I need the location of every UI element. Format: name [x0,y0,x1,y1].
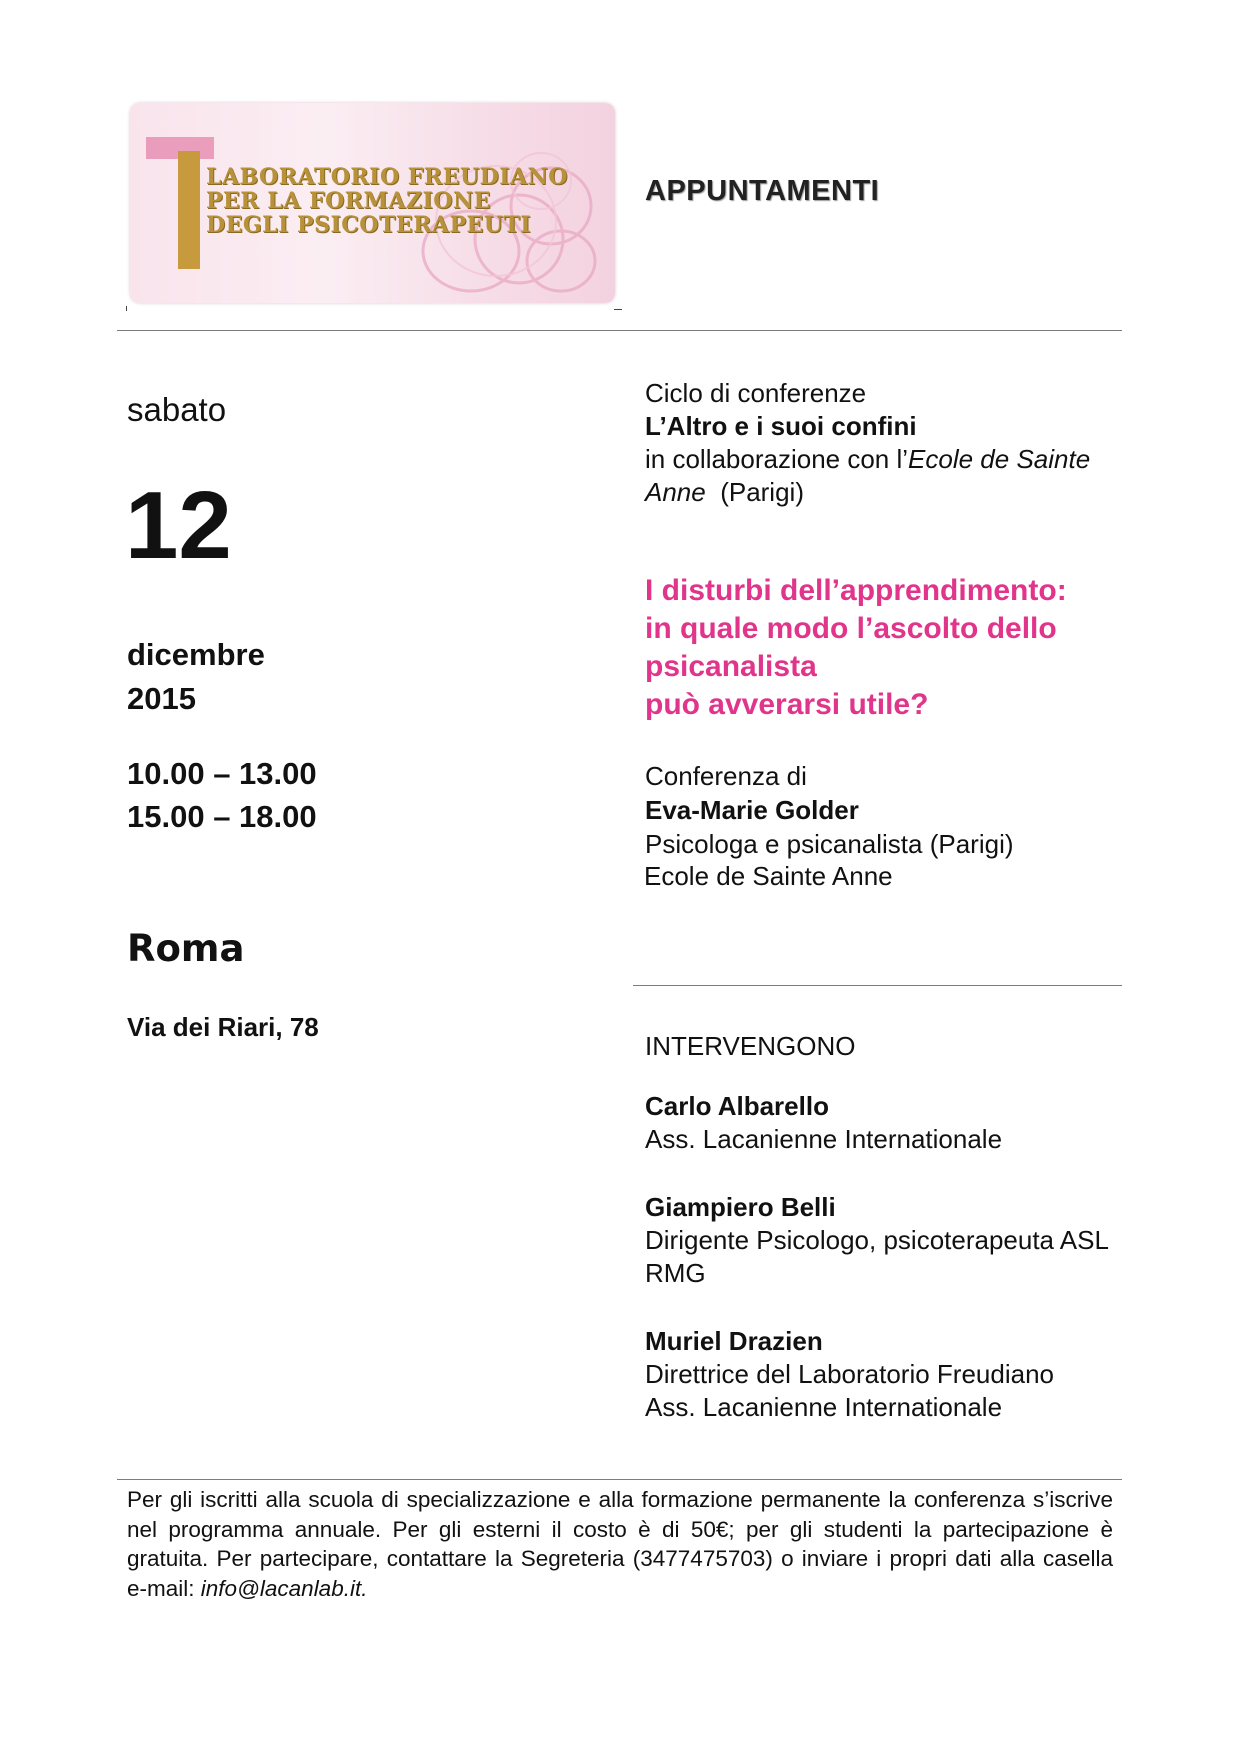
series-collaboration [645,443,1090,476]
divider-tick [126,306,127,311]
logo-gold-bar [178,151,200,269]
event-year: 2015 [127,681,196,716]
topic-line: psicanalista [645,650,817,683]
event-date: 12 [125,472,232,579]
divider-tick [614,309,622,310]
section-title: APPUNTAMENTI [645,175,880,207]
event-city: Roma [127,927,245,970]
footer-note [127,1485,1113,1603]
series-title: L’Altro e i suoi confini [645,411,917,441]
topic-line: I disturbi dell’apprendimento: [645,574,1067,607]
speaker-entry-name: Carlo Albarello [645,1091,829,1121]
series-collaboration-line2 [645,476,804,509]
footer-email-link[interactable]: info@lacanlab.it [200,1575,362,1601]
footer-text: Per gli iscritti alla scuola di specializzazione e alla formazione permanente la conferenza s’iscrive nel programma annuale. Per gli esterni il costo è di 50€; per gli studenti la partecipazione è gratuita. Per partecipare, contattare la Segreteria (3477475703) o inviare i propri dati alla casella e-mail: [127,1487,1113,1601]
series-label: Ciclo di conferenze [645,378,867,408]
speaker-entry-name: Muriel Drazien [645,1326,823,1356]
event-month: dicembre [127,637,265,672]
speaker-entry [645,1325,1054,1424]
speaker-entry-role: Direttrice del Laboratorio Freudiano [645,1359,1054,1389]
speaker-entry [645,1090,1002,1156]
footer-email-suffix: . [361,1575,368,1601]
speaker-entry-role: Dirigente Psicologo, psicoterapeuta ASL [645,1225,1109,1255]
event-address: Via dei Riari, 78 [127,1012,319,1042]
speaker-role: Psicologa e psicanalista (Parigi) [645,829,1014,859]
collab-prefix: in collaborazione con l’ [645,444,909,474]
collab-name: Ecole de Sainte [908,444,1091,474]
speaker-affiliation: Ecole de Sainte Anne [644,861,893,891]
bottom-divider [117,1479,1122,1480]
speaker-label: Conferenza di [645,761,807,791]
speaker-name: Eva-Marie Golder [645,795,859,825]
topic-line: in quale modo l’ascolto dello [645,612,1057,645]
speakers-heading: INTERVENGONO [645,1031,856,1061]
speaker-entry-name: Giampiero Belli [645,1192,836,1222]
speaker-entry-role: Ass. Lacanienne Internationale [645,1124,1003,1154]
speaker-entry-role: RMG [645,1258,706,1288]
top-divider [117,330,1122,331]
event-day: sabato [127,391,227,428]
collab-city: (Parigi) [720,477,804,507]
collab-name-cont: Anne [645,477,706,507]
middle-divider [633,985,1122,986]
speaker-entry [645,1191,1109,1290]
event-time-morning: 10.00 – 13.00 [127,756,317,791]
logo [130,103,615,303]
conference-topic [645,572,1115,724]
speaker-entry-role: Ass. Lacanienne Internationale [645,1392,1003,1422]
topic-line: può avverarsi utile? [645,688,929,721]
logo-text: LABORATORIO FREUDIANO PER LA FORMAZIONE DEGLI PSICOTERAPEUTI [206,164,568,238]
event-time-afternoon: 15.00 – 18.00 [127,799,317,834]
